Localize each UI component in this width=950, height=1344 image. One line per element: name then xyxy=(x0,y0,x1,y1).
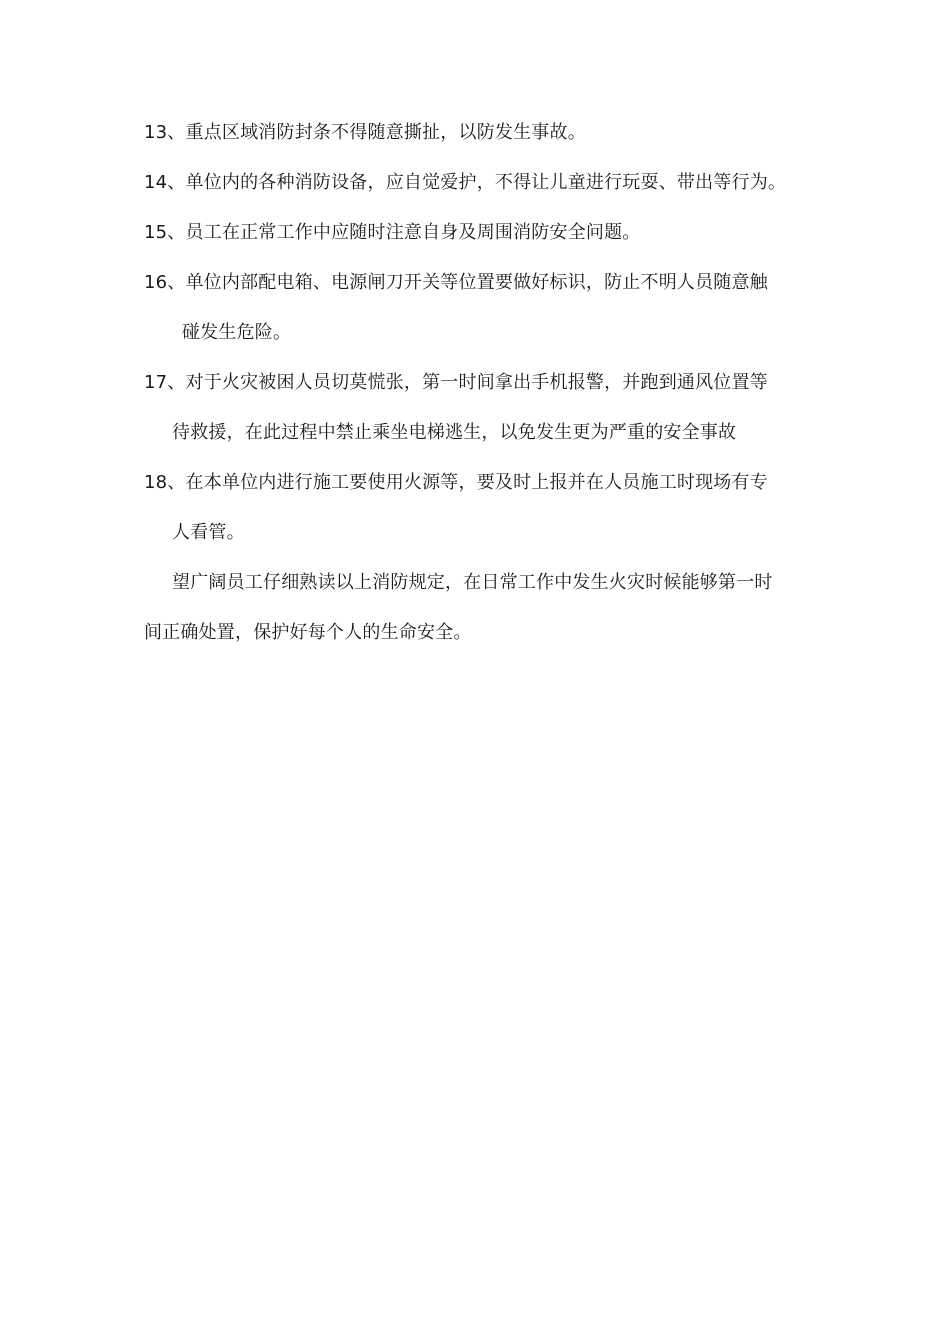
rule-16-continued: 碰发生危险。 xyxy=(182,322,292,343)
closing-paragraph: 望广阔员工仔细熟读以上消防规定，在日常工作中发生火灾时候能够第一时 xyxy=(172,572,773,593)
closing-paragraph-continued: 间正确处置，保护好每个人的生命安全。 xyxy=(144,622,472,643)
rule-13: 13、重点区域消防封条不得随意撕扯，以防发生事故。 xyxy=(144,122,586,143)
rule-18: 18、在本单位内进行施工要使用火源等，要及时上报并在人员施工时现场有专 xyxy=(144,472,768,493)
rule-16: 16、单位内部配电箱、电源闸刀开关等位置要做好标识，防止不明人员随意触 xyxy=(144,272,768,293)
rule-17: 17、对于火灾被困人员切莫慌张，第一时间拿出手机报警，并跑到通风位置等 xyxy=(144,372,768,393)
rule-15: 15、员工在正常工作中应随时注意自身及周围消防安全问题。 xyxy=(144,222,641,243)
rule-14: 14、单位内的各种消防设备，应自觉爱护，不得让儿童进行玩耍、带出等行为。 xyxy=(144,172,787,193)
document-body xyxy=(144,108,824,658)
rule-18-continued: 人看管。 xyxy=(172,522,245,543)
rule-17-continued: 待救援，在此过程中禁止乘坐电梯逃生，以免发生更为严重的安全事故 xyxy=(172,422,737,443)
